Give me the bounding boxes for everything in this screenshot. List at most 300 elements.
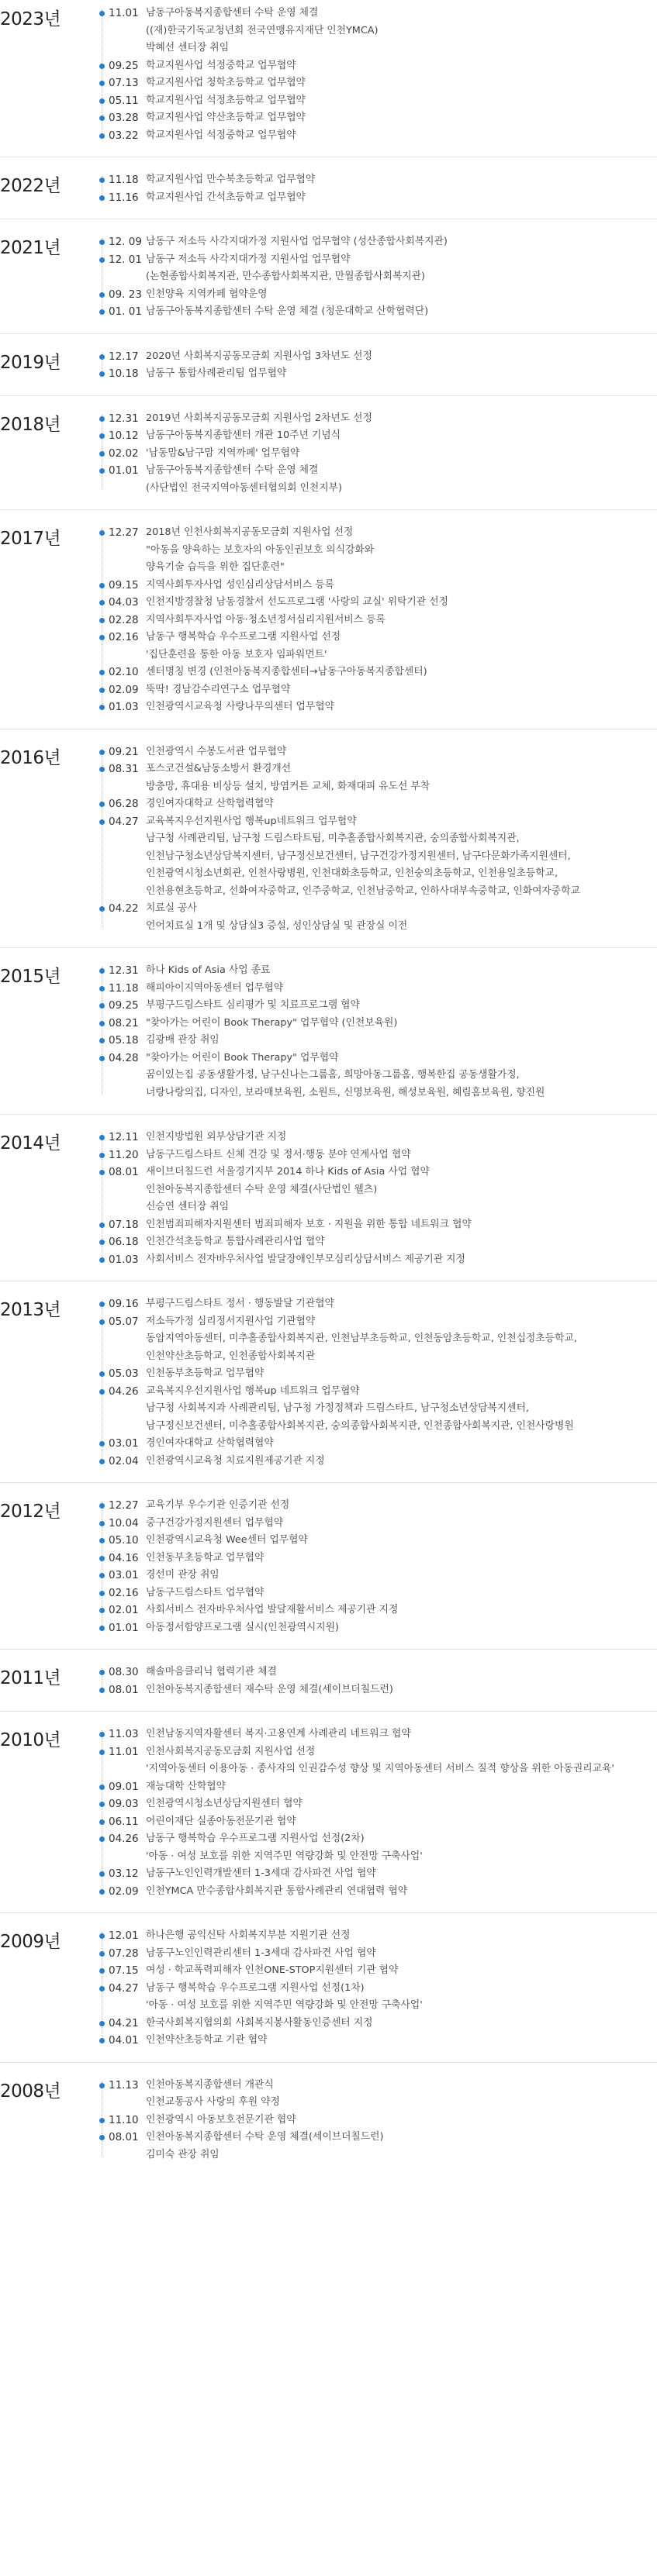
- entry-line: 중구건강가정지원센터 업무협약: [146, 1516, 284, 1529]
- timeline-entry: [99, 1233, 657, 1251]
- entry-date: 09.15: [109, 578, 139, 591]
- entry-description: [146, 5, 379, 57]
- entry-date: 11.03: [109, 1728, 139, 1740]
- entry-description: [146, 664, 427, 681]
- entry-line: 남구정신보건센터, 미추홀종합사회복지관, 숭의종합사회복지관, 인천종합사회복지관, 인천사랑병원: [146, 1419, 574, 1432]
- entry-date: 04.01: [109, 2034, 139, 2047]
- bullet-dot-icon: [99, 750, 105, 755]
- entry-description: [146, 233, 448, 251]
- entry-description: [146, 1962, 398, 1980]
- year-entries: [99, 348, 657, 383]
- entry-line: 인천광역시 수봉도서관 업무협약: [146, 745, 287, 757]
- entry-line: 남동구노인인력관리센터 1-3세대 감사파견 사업 협약: [146, 1947, 376, 1959]
- timeline-entry: [99, 445, 657, 463]
- timeline-entry: [99, 1147, 657, 1164]
- entry-line: 인천동부초등학교 업무협약: [146, 1367, 265, 1379]
- entry-description: [146, 698, 334, 716]
- bullet-dot-icon: [99, 1538, 105, 1543]
- timeline-entry: [99, 612, 657, 629]
- year-label: 2008년: [0, 2081, 61, 2102]
- entry-date: 02.28: [109, 613, 139, 626]
- entry-line: 경선미 관장 취임: [146, 1569, 220, 1581]
- year-label: 2010년: [0, 1730, 61, 1750]
- entry-date: 07.13: [109, 77, 139, 89]
- entry-line: 아동정서함양프로그램 실시(인천광역시지원): [146, 1621, 339, 1633]
- entry-line: 인천용현초등학교, 선화여자중학교, 인주중학교, 인천남중학교, 인하사대부속중학교, 인화여자중학교: [146, 885, 580, 897]
- year-label: 2013년: [0, 1300, 61, 1320]
- bullet-dot-icon: [99, 986, 105, 991]
- year-label: 2021년: [0, 238, 61, 258]
- entry-line: 동암지역아동센터, 미추홀종합사회복지관, 인천남부초등학교, 인천동암초등학교, 인천십정초등학교,: [146, 1333, 577, 1344]
- entry-description: [146, 1980, 423, 2015]
- entry-line: 김미숙 관장 취임: [146, 2148, 220, 2160]
- entry-description: [146, 1216, 472, 1234]
- year-label: 2018년: [0, 414, 61, 435]
- bullet-dot-icon: [99, 468, 105, 474]
- bullet-dot-icon: [99, 354, 105, 360]
- entry-date: 03.01: [109, 1569, 139, 1581]
- entry-line: ((재)한국기독교청년회 전국연맹유지재단 인천YMCA): [146, 24, 379, 36]
- timeline-entry: [99, 1216, 657, 1234]
- timeline-entry: [99, 2032, 657, 2050]
- entry-line: 2018년 인천사회복지공동모금회 지원사업 선정: [146, 526, 354, 538]
- entry-description: [146, 795, 274, 813]
- entry-line: 해솔마음클리닉 협력기관 체결: [146, 1666, 277, 1678]
- timeline-entry: [99, 171, 657, 189]
- entry-date: 03.12: [109, 1867, 139, 1880]
- entry-date: 12.27: [109, 526, 139, 539]
- entry-date: 11.16: [109, 191, 139, 204]
- entry-description: [146, 1585, 264, 1602]
- timeline-entry: [99, 1435, 657, 1453]
- year-entries: [99, 1497, 657, 1636]
- entry-line: '아동 · 여성 보호를 위한 지역주민 역량강화 및 안전망 구축사업': [146, 1999, 423, 2011]
- entry-description: [146, 1164, 430, 1216]
- entry-description: [146, 1453, 325, 1471]
- entry-line: 인천아동복지종합센터 개관식: [146, 2078, 274, 2091]
- entry-date: 04.22: [109, 902, 139, 915]
- entry-line: 인천남구청소년상담복지센터, 남구정신보건센터, 남구건강가정지원센터, 남구다문화가족지원센터,: [146, 850, 571, 862]
- bullet-dot-icon: [99, 1021, 105, 1026]
- entry-line: 양육기술 습득을 위한 집단훈련": [146, 561, 285, 573]
- entry-line: 교육기부 우수기관 인증기관 선정: [146, 1499, 290, 1511]
- entry-line: 사회서비스 전자바우처사업 발달재활서비스 제공기관 지정: [146, 1604, 399, 1616]
- entry-line: 남동구 통합사례관리팀 업무협약: [146, 367, 287, 379]
- timeline-entry: [99, 109, 657, 127]
- bullet-dot-icon: [99, 133, 105, 139]
- bullet-dot-icon: [99, 371, 105, 377]
- entry-description: [146, 1567, 220, 1585]
- entry-date: 12.27: [109, 1499, 139, 1512]
- timeline-entry: [99, 410, 657, 428]
- entry-line: '집단훈련을 통한 아동 보호자 임파워먼트': [146, 648, 327, 660]
- entry-description: [146, 1830, 423, 1865]
- bullet-dot-icon: [99, 767, 105, 772]
- bullet-dot-icon: [99, 1222, 105, 1228]
- entry-date: 05.11: [109, 94, 139, 107]
- entry-line: 남동구 행복학습 우수프로그램 지원사업 선정(2차): [146, 1833, 365, 1844]
- timeline-entry: [99, 1813, 657, 1831]
- timeline-entry: [99, 1585, 657, 1602]
- entry-line: 사회서비스 전자바우처사업 발달장애인부모심리상담서비스 제공기관 지정: [146, 1253, 465, 1265]
- timeline-entry: [99, 1295, 657, 1313]
- timeline-entry: [99, 524, 657, 577]
- entry-description: [146, 1778, 226, 1796]
- entry-date: 01. 01: [109, 305, 142, 318]
- year-entries: [99, 962, 657, 1102]
- entry-line: 학교지원사업 만수북초등학교 업무협약: [146, 174, 316, 185]
- entry-date: 12.01: [109, 1929, 139, 1942]
- bullet-dot-icon: [99, 81, 105, 86]
- entry-line: 남동구아동복지종합센터 수탁 운영 체결: [146, 464, 319, 476]
- entry-description: [146, 171, 315, 189]
- entry-line: 인천아동복지종합센터 수탁 운영 체결(세이브더칠드런): [146, 2131, 384, 2143]
- timeline-entry: [99, 251, 657, 286]
- entry-line: 남동구아동복지종합센터 수탁 운영 체결: [146, 7, 319, 19]
- entry-description: [146, 1251, 465, 1269]
- timeline-entry: [99, 1865, 657, 1883]
- bullet-dot-icon: [99, 1135, 105, 1140]
- entry-date: 02.09: [109, 1885, 139, 1898]
- year-label: 2023년: [0, 9, 61, 29]
- entry-line: 인천광역시교육청 사랑나무의센터 업무협약: [146, 701, 335, 712]
- entry-date: 02.04: [109, 1454, 139, 1467]
- year-entries: [99, 410, 657, 498]
- entry-line: 남동구드림스타트 업무협약: [146, 1586, 265, 1598]
- entry-date: 08.01: [109, 2131, 139, 2143]
- entry-line: 남구청 사례관리팀, 남구청 드림스타트팀, 미추홀종합사회복지관, 숭의종합사회복지관,: [146, 833, 520, 844]
- bullet-dot-icon: [99, 2083, 105, 2088]
- timeline-entry: [99, 462, 657, 497]
- year-entries: [99, 5, 657, 144]
- year-block: [0, 524, 657, 716]
- timeline-entry: [99, 1743, 657, 1778]
- bullet-dot-icon: [99, 688, 105, 693]
- entry-description: [146, 189, 306, 207]
- entry-date: 04.21: [109, 2016, 139, 2029]
- bullet-dot-icon: [99, 195, 105, 201]
- bullet-dot-icon: [99, 2021, 105, 2026]
- timeline-entry: [99, 1726, 657, 1743]
- entry-date: 12. 09: [109, 236, 142, 248]
- bullet-dot-icon: [99, 1986, 105, 1991]
- bullet-dot-icon: [99, 618, 105, 623]
- entry-date: 03.01: [109, 1437, 139, 1450]
- entry-date: 09.25: [109, 59, 139, 72]
- entry-line: 새이브더칠드런 서울경기지부 2014 하나 Kids of Asia 사업 협약: [146, 1166, 430, 1178]
- entry-line: 해피아이지역아동센터 업무협약: [146, 981, 284, 994]
- timeline-entry: [99, 1313, 657, 1366]
- bullet-dot-icon: [99, 240, 105, 245]
- timeline-entry: [99, 664, 657, 681]
- timeline-entry: [99, 594, 657, 612]
- bullet-dot-icon: [99, 309, 105, 315]
- bullet-dot-icon: [99, 1732, 105, 1737]
- entry-line: 신승연 센터장 취임: [146, 1201, 230, 1212]
- year-label: 2014년: [0, 1133, 61, 1154]
- entry-date: 06.28: [109, 798, 139, 810]
- bullet-dot-icon: [99, 1951, 105, 1957]
- entry-description: [146, 445, 299, 463]
- timeline-entry: [99, 1567, 657, 1585]
- bullet-dot-icon: [99, 1670, 105, 1675]
- timeline-entry: [99, 233, 657, 251]
- bullet-dot-icon: [99, 1688, 105, 1693]
- bullet-dot-icon: [99, 1889, 105, 1895]
- entry-line: 인천동부초등학교 업무협약: [146, 1551, 265, 1564]
- bullet-dot-icon: [99, 1441, 105, 1447]
- timeline-entry: [99, 2112, 657, 2129]
- entry-date: 12.31: [109, 412, 139, 425]
- entry-date: 10.18: [109, 367, 139, 380]
- entry-description: [146, 1129, 286, 1147]
- bullet-dot-icon: [99, 1933, 105, 1939]
- bullet-dot-icon: [99, 1556, 105, 1561]
- year-divider: [0, 1711, 657, 1712]
- year-label: 2009년: [0, 1932, 61, 1952]
- entry-date: 09.16: [109, 1298, 139, 1310]
- timeline-entry: [99, 2077, 657, 2112]
- entry-description: [146, 1313, 577, 1366]
- entry-date: 06.18: [109, 1236, 139, 1248]
- timeline-entry: [99, 286, 657, 304]
- entry-date: 02.16: [109, 1586, 139, 1599]
- bullet-dot-icon: [99, 1802, 105, 1807]
- bullet-dot-icon: [99, 1038, 105, 1043]
- year-block: [0, 1927, 657, 2050]
- year-entries: [99, 1726, 657, 1900]
- entry-description: [146, 997, 360, 1015]
- bullet-dot-icon: [99, 64, 105, 69]
- entry-line: 학교지원사업 석정중학교 업무협약: [146, 129, 296, 141]
- entry-line: 남동구 행복학습 우수프로그램 지원사업 선정: [146, 631, 341, 643]
- bullet-dot-icon: [99, 705, 105, 710]
- bullet-dot-icon: [99, 1591, 105, 1596]
- bullet-dot-icon: [99, 968, 105, 974]
- entry-line: (논현종합사회복지관, 만수종합사회복지관, 만월종합사회복지관): [146, 271, 426, 282]
- entry-description: [146, 127, 296, 145]
- entry-description: [146, 980, 283, 998]
- entry-date: 04.27: [109, 815, 139, 828]
- entry-date: 01.01: [109, 1621, 139, 1634]
- entry-line: 남동구드림스타트 신체 건강 및 정서·행동 분야 연계사업 협약: [146, 1148, 411, 1160]
- year-entries: [99, 1664, 657, 1698]
- timeline-entry: [99, 127, 657, 145]
- bullet-dot-icon: [99, 1871, 105, 1877]
- timeline-entry: [99, 74, 657, 92]
- entry-description: [146, 1883, 407, 1901]
- entry-line: 남동구아동복지종합센터 개관 10주년 기념식: [146, 429, 341, 441]
- timeline-entry: [99, 1602, 657, 1619]
- entry-line: 꿈이있는집 공동생활가정, 남구신나는그룹홈, 희망아동그룹홈, 행복한집 공동생활가정,: [146, 1069, 520, 1081]
- entry-description: [146, 92, 306, 110]
- timeline-entry: [99, 1664, 657, 1681]
- entry-line: 인천광역시청소년상담지원센터 협약: [146, 1798, 303, 1809]
- entry-line: "찾아가는 어린이 Book Therapy" 업무협약 (인천보육원): [146, 1016, 398, 1029]
- entry-description: [146, 2015, 372, 2033]
- entry-date: 08.21: [109, 1016, 139, 1029]
- entry-description: [146, 1497, 289, 1515]
- entry-line: 언어치료실 1개 및 상담실3 증설, 성인상담실 및 관장실 이전: [146, 919, 408, 932]
- entry-date: 11.10: [109, 2113, 139, 2126]
- bullet-dot-icon: [99, 1371, 105, 1377]
- year-entries: [99, 524, 657, 716]
- entry-description: [146, 1726, 411, 1743]
- year-entries: [99, 2077, 657, 2164]
- bullet-dot-icon: [99, 1750, 105, 1755]
- entry-date: 12. 01: [109, 253, 142, 266]
- timeline-entry: [99, 997, 657, 1015]
- entry-line: 하나 Kids of Asia 사업 종료: [146, 964, 271, 976]
- entry-description: [146, 1050, 545, 1102]
- bullet-dot-icon: [99, 257, 105, 263]
- bullet-dot-icon: [99, 11, 105, 16]
- timeline-entry: [99, 795, 657, 813]
- entry-line: 재능대학 산학협약: [146, 1780, 226, 1792]
- entry-date: 01.03: [109, 1253, 139, 1266]
- bullet-dot-icon: [99, 2118, 105, 2123]
- entry-description: [146, 577, 334, 595]
- entry-date: 04.16: [109, 1551, 139, 1564]
- timeline-entry: [99, 303, 657, 321]
- bullet-dot-icon: [99, 1003, 105, 1009]
- entry-date: 12.17: [109, 350, 139, 363]
- entry-description: [146, 348, 372, 366]
- entry-line: 경인여자대학교 산학협력협약: [146, 798, 274, 809]
- entry-line: 부평구드림스타트 정서 · 행동발달 기관협약: [146, 1298, 334, 1309]
- entry-line: 학교지원사업 석정초등학교 업무협약: [146, 94, 306, 106]
- entry-line: 인천YMCA 만수종합사회복지관 통합사례관리 연대협력 협약: [146, 1885, 408, 1897]
- entry-line: '아동 · 여성 보호를 위한 지역주민 역량강화 및 안전망 구축사업': [146, 1850, 423, 1862]
- timeline-entry: [99, 92, 657, 110]
- entry-description: [146, 1945, 376, 1963]
- bullet-dot-icon: [99, 1459, 105, 1464]
- entry-date: 02.01: [109, 1604, 139, 1616]
- timeline-entry: [99, 1032, 657, 1050]
- entry-line: '남동맘&남구맘 지역까페' 업무협약: [146, 447, 300, 459]
- entry-line: 인천간석초등학교 통합사례관리사업 협약: [146, 1236, 325, 1247]
- entry-date: 05.18: [109, 1034, 139, 1047]
- entry-date: 12.11: [109, 1131, 139, 1143]
- entry-line: 2019년 사회복지공동모금회 지원사업 2차년도 선정: [146, 412, 372, 424]
- entry-description: [146, 629, 341, 664]
- timeline-entry: [99, 962, 657, 980]
- timeline-entry: [99, 1883, 657, 1901]
- timeline-entry: [99, 1164, 657, 1216]
- bullet-dot-icon: [99, 1170, 105, 1175]
- year-entries: [99, 743, 657, 936]
- entry-description: [146, 681, 290, 699]
- entry-description: [146, 1383, 574, 1436]
- timeline-entry: [99, 1383, 657, 1436]
- entry-line: 남동구 행복학습 우수프로그램 지원사업 선정(1차): [146, 1981, 365, 1994]
- year-divider: [0, 2062, 657, 2063]
- entry-description: [146, 1664, 277, 1681]
- year-divider: [0, 1912, 657, 1913]
- entry-date: 10.12: [109, 429, 139, 442]
- entry-description: [146, 1147, 411, 1164]
- bullet-dot-icon: [99, 583, 105, 588]
- entry-description: [146, 74, 306, 92]
- entry-date: 05.10: [109, 1534, 139, 1547]
- entry-line: 뚝딱! 경남감수리연구소 업무협약: [146, 683, 291, 695]
- timeline-entry: [99, 348, 657, 366]
- year-entries: [99, 1927, 657, 2050]
- entry-line: 교육복지우선지원사업 행복up 네트워크 업무협약: [146, 1385, 360, 1397]
- timeline-entry: [99, 1962, 657, 1980]
- year-divider: [0, 509, 657, 510]
- entry-line: 학교지원사업 약산초등학교 업무협약: [146, 112, 306, 123]
- entry-description: [146, 286, 267, 304]
- entry-date: 11.18: [109, 981, 139, 995]
- entry-description: [146, 2112, 296, 2129]
- year-divider: [0, 947, 657, 948]
- entry-description: [146, 2129, 384, 2164]
- bullet-dot-icon: [99, 1257, 105, 1263]
- entry-line: 인천사회복지공동모금회 지원사업 선정: [146, 1745, 316, 1757]
- entry-line: 남동구노인인력개발센터 1-3세대 감사파견 사업 협약: [146, 1867, 376, 1879]
- entry-date: 11.13: [109, 2078, 139, 2091]
- entry-date: 03.28: [109, 112, 139, 124]
- year-divider: [0, 1482, 657, 1483]
- timeline-entry: [99, 1453, 657, 1471]
- entry-line: 경인여자대학교 산학협력협약: [146, 1437, 274, 1449]
- entry-description: [146, 251, 425, 286]
- bullet-dot-icon: [99, 635, 105, 640]
- entry-date: 11.18: [109, 174, 139, 186]
- entry-description: [146, 1295, 334, 1313]
- timeline-entry: [99, 1497, 657, 1515]
- entry-date: 11.01: [109, 7, 139, 19]
- year-label: 2016년: [0, 747, 61, 768]
- entry-description: [146, 1515, 283, 1533]
- timeline-entry: [99, 1619, 657, 1637]
- entry-description: [146, 427, 341, 445]
- year-block: [0, 233, 657, 321]
- entry-description: [146, 1365, 264, 1383]
- entry-date: 05.07: [109, 1315, 139, 1328]
- entry-date: 06.11: [109, 1815, 139, 1828]
- entry-line: 인천지방법원 외부상담기관 지정: [146, 1131, 287, 1143]
- entry-description: [146, 1927, 351, 1945]
- year-entries: [99, 1129, 657, 1268]
- year-label: 2017년: [0, 529, 61, 549]
- entry-date: 02.09: [109, 683, 139, 696]
- entry-line: 하나은행 공익신탁 사회복지부분 지원기관 선정: [146, 1929, 351, 1941]
- bullet-dot-icon: [99, 670, 105, 675]
- entry-description: [146, 594, 448, 612]
- entry-line: "찾아가는 어린이 Book Therapy" 업무협약: [146, 1051, 339, 1064]
- bullet-dot-icon: [99, 292, 105, 298]
- bullet-dot-icon: [99, 1626, 105, 1631]
- bullet-dot-icon: [99, 1968, 105, 1974]
- entry-line: 인천양육 지역카페 협약운영: [146, 288, 268, 300]
- entry-description: [146, 1681, 393, 1699]
- entry-description: [146, 1602, 398, 1619]
- entry-line: 교육복지우선지원사업 행복up네트워크 업무협약: [146, 815, 357, 827]
- year-block: [0, 1295, 657, 1470]
- year-block: [0, 410, 657, 498]
- timeline-entry: [99, 813, 657, 901]
- bullet-dot-icon: [99, 530, 105, 536]
- entry-description: [146, 2077, 280, 2112]
- year-block: [0, 5, 657, 144]
- bullet-dot-icon: [99, 819, 105, 825]
- entry-date: 11.01: [109, 1745, 139, 1758]
- entry-line: 방충망, 휴대용 비상등 설치, 방염커튼 교체, 화재대피 유도선 부착: [146, 780, 431, 792]
- entry-date: 04.26: [109, 1385, 139, 1398]
- bullet-dot-icon: [99, 433, 105, 439]
